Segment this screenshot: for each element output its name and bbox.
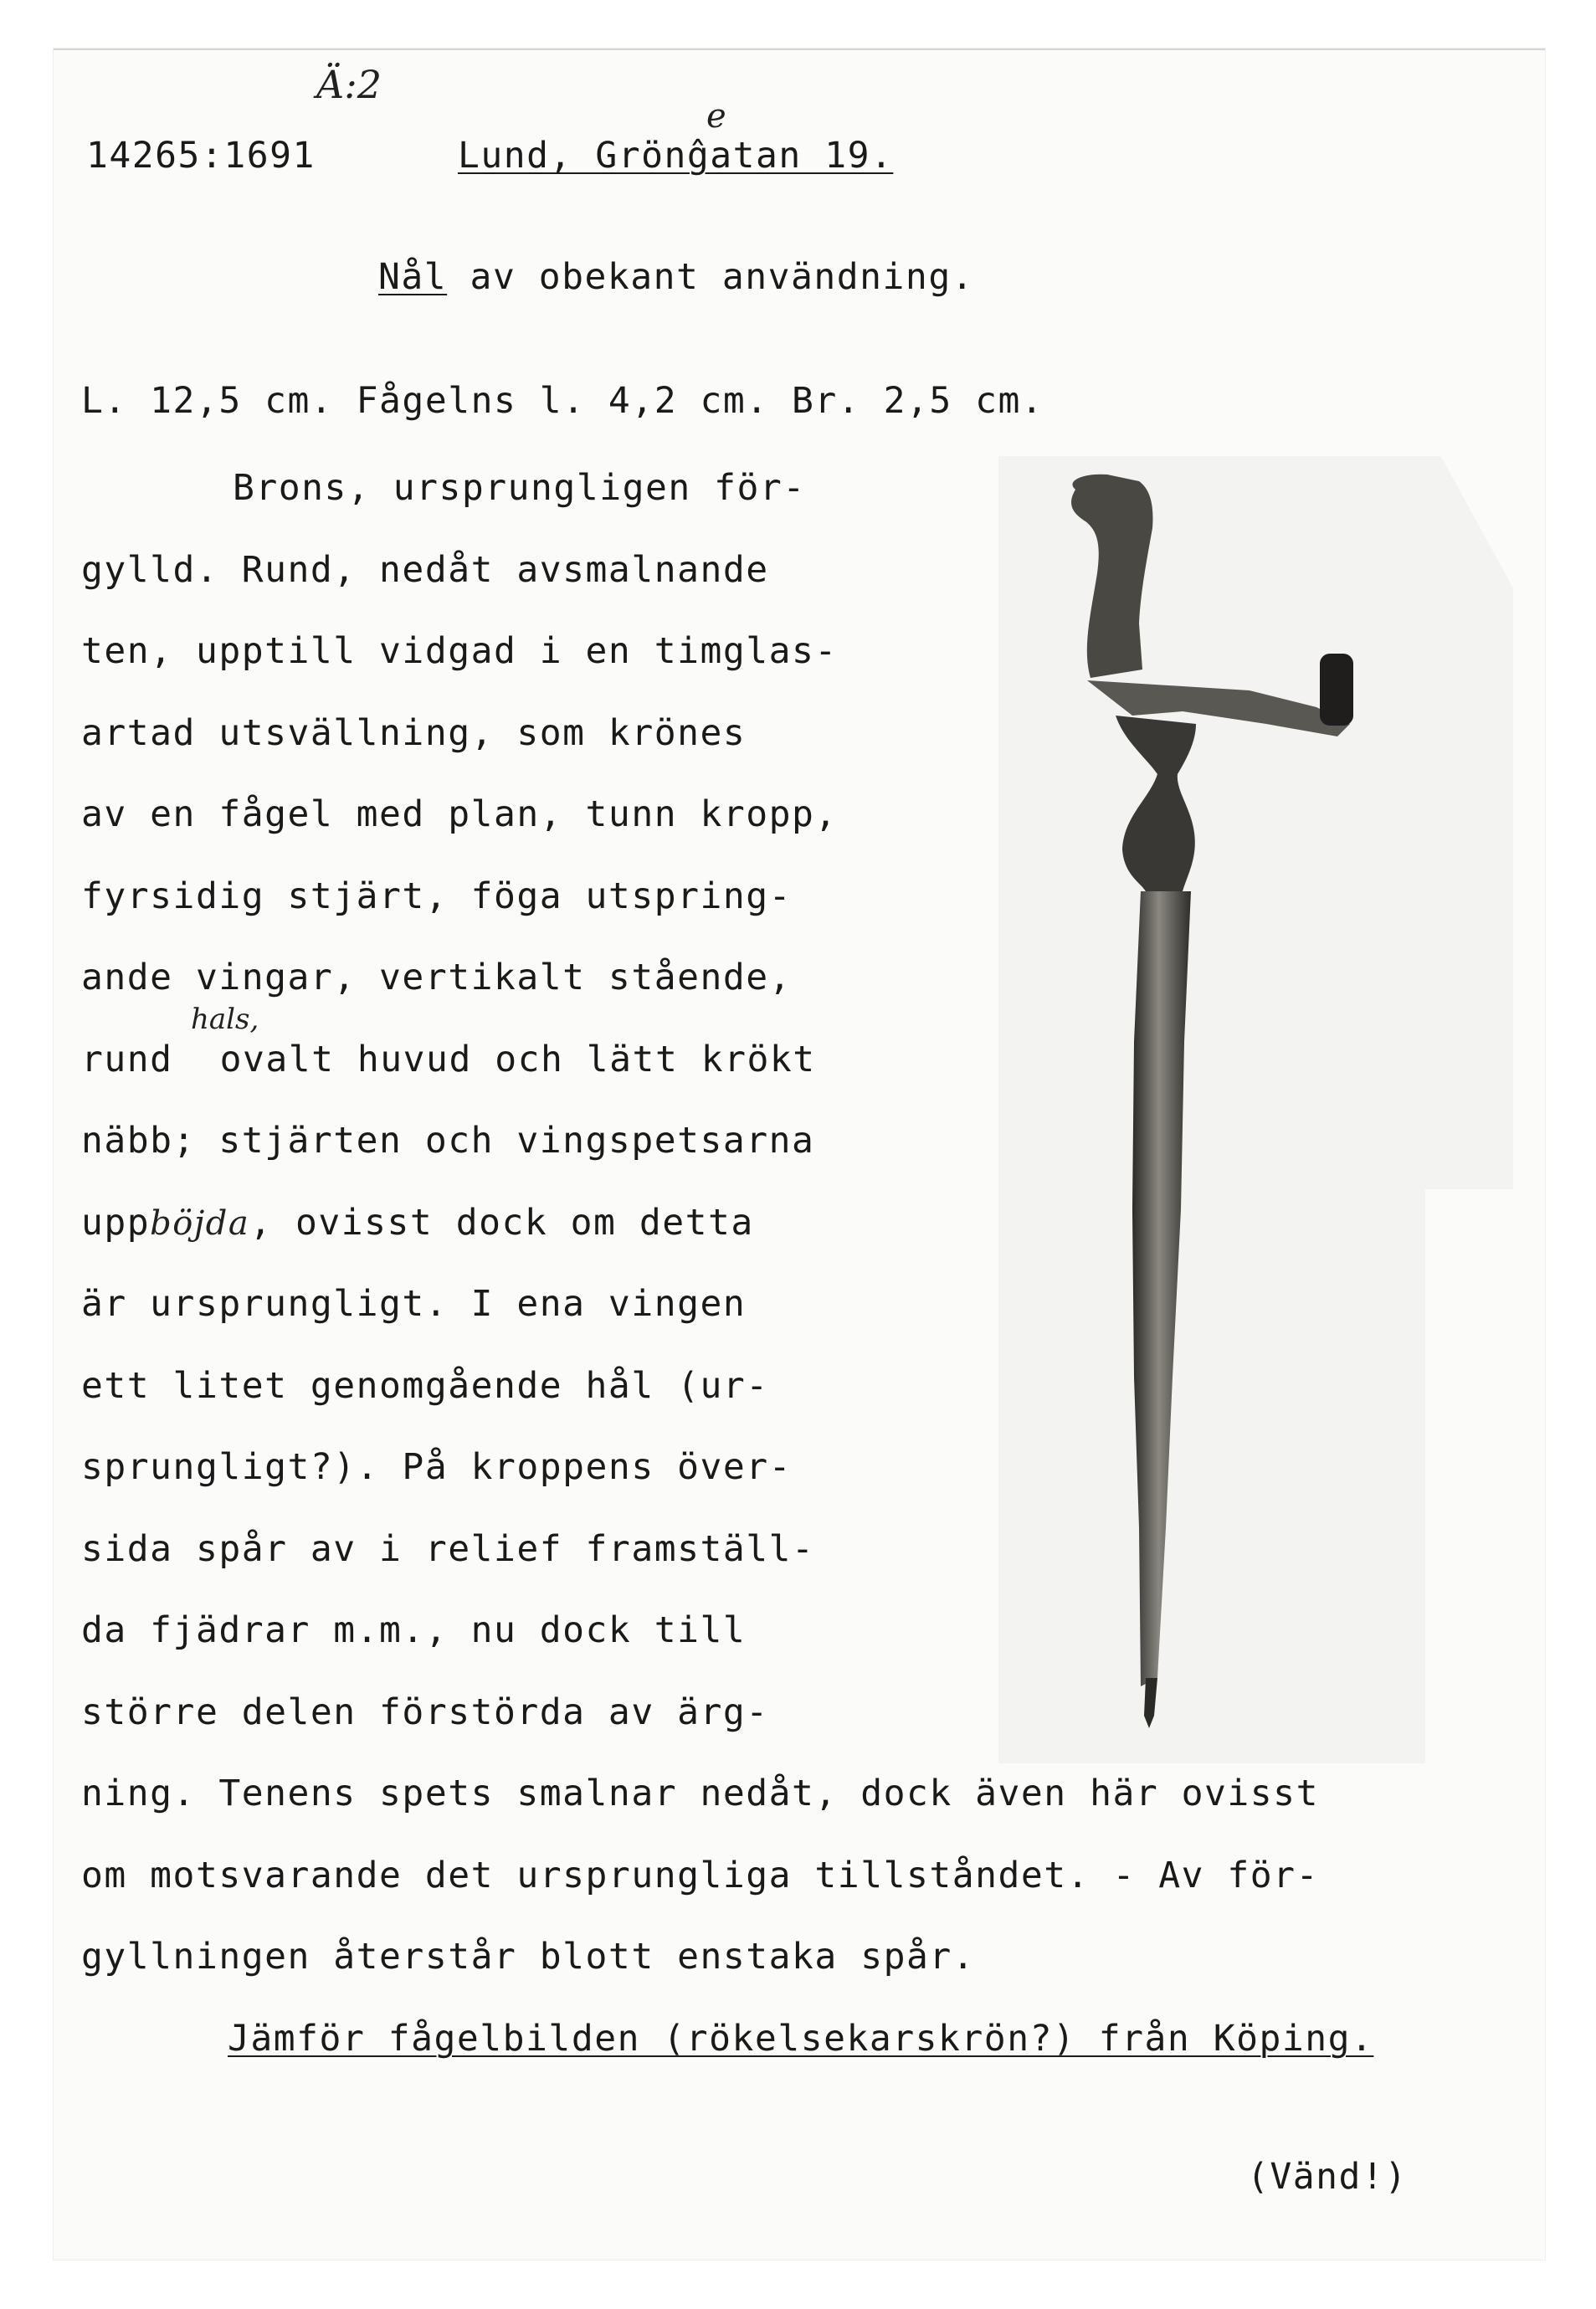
description-line: av en fågel med plan, tunn kropp,: [81, 793, 838, 835]
description-line: [81, 1202, 754, 1244]
description-line: gyllningen återstår blott enstaka spår.: [81, 1936, 976, 1978]
description-line: ande vingar, vertikalt stående,: [81, 957, 793, 998]
handwritten-correction: böjda: [150, 1204, 250, 1243]
description-line: Brons, ursprungligen för-: [233, 467, 806, 509]
text-segment: rund: [81, 1039, 173, 1080]
description-line: sida spår av i relief framställ-: [81, 1528, 815, 1570]
description-line: [81, 1039, 816, 1080]
description-line: näbb; stjärten och vingspetsarna: [81, 1120, 815, 1162]
description-line: ten, upptill vidgad i en timglas-: [81, 630, 838, 672]
description-line: da fjädrar m.m., nu dock till: [81, 1609, 747, 1651]
measurements: L. 12,5 cm. Fågelns l. 4,2 cm. Br. 2,5 cm.: [81, 380, 1044, 422]
description-line: om motsvarande det ursprungliga tillståndet. - Av för-: [81, 1855, 1319, 1896]
description-line: ning. Tenens spets smalnar nedåt, dock även här ovisst: [81, 1773, 1319, 1814]
comparison-note: Jämför fågelbilden (rökelsekarskrön?) från Köping.: [228, 2018, 1374, 2060]
location-correction: e: [706, 97, 726, 136]
description-line: gylld. Rund, nedåt avsmalnande: [81, 549, 769, 591]
description-line: ett litet genomgående hål (ur-: [81, 1365, 769, 1407]
location: Lund, Grönĝatan 19.: [458, 135, 894, 177]
text-segment: , ovisst dock om detta: [249, 1202, 754, 1244]
text-segment: ovalt huvud och lätt krökt: [219, 1039, 816, 1080]
title-rest: av obekant användning.: [447, 256, 975, 298]
description-line: fyrsidig stjärt, föga utspring-: [81, 875, 793, 917]
turn-over-note: (Vänd!): [1247, 2156, 1408, 2198]
handwritten-mark: Ä:2: [316, 62, 382, 107]
description-line: är ursprungligt. I ena vingen: [81, 1283, 747, 1325]
catalog-number: 14265:1691: [86, 135, 316, 177]
title-noun: Nål: [378, 256, 448, 298]
bronze-pin-image: [998, 456, 1513, 1763]
text-segment: upp: [81, 1202, 151, 1244]
description-line: sprungligt?). På kroppens över-: [81, 1446, 793, 1488]
description-line: större delen förstörda av ärg-: [81, 1691, 769, 1733]
object-title: [378, 256, 975, 298]
handwritten-insertion: hals,: [191, 1003, 259, 1036]
description-line: artad utsvällning, som krönes: [81, 712, 747, 754]
